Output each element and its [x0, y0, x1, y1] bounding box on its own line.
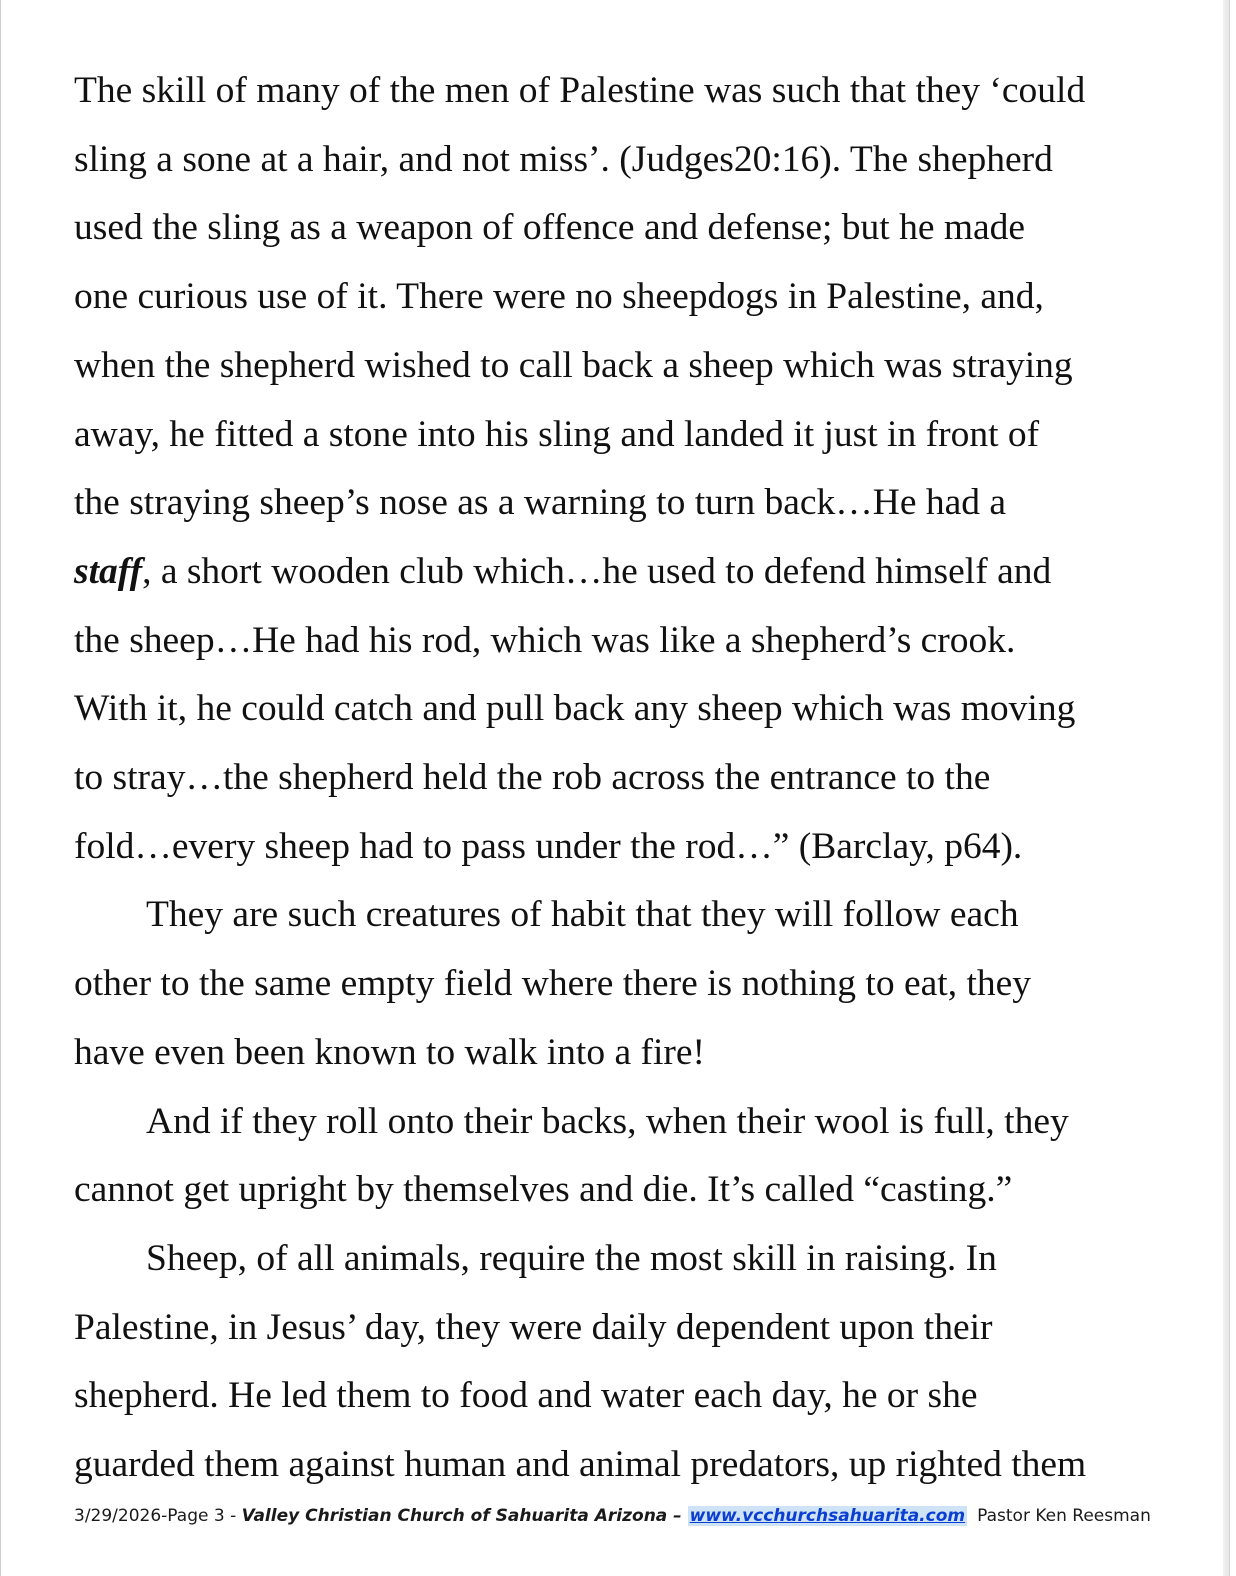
text-line: when the shepherd wished to call back a sheep which was straying — [74, 344, 1073, 386]
text-line: shepherd. He led them to food and water each day, he or she — [74, 1375, 978, 1417]
text-line: sling a sone at a hair, and not miss’. (Judges20:16). The shepherd — [74, 138, 1053, 180]
text-line: the straying sheep’s nose as a warning to turn back…He had a — [74, 482, 1007, 524]
text-line: used the sling as a weapon of offence and defense; but he made — [74, 207, 1026, 249]
text-line: fold…every sheep had to pass under the rod…” (Barclay, p64). — [74, 825, 1023, 867]
text-line: With it, he could catch and pull back any sheep which was moving — [74, 688, 1076, 730]
text-line-with-emphasis — [74, 538, 1164, 607]
text-line: They are such creatures of habit that they will follow each — [146, 894, 1019, 936]
text-line: away, he fitted a stone into his sling and landed it just in front of — [74, 413, 1040, 455]
footer-website-link[interactable]: www.vcchurchsahuarita.com — [689, 1506, 966, 1526]
page-footer — [74, 1503, 1164, 1529]
emphasis-staff: staff — [74, 550, 143, 592]
footer-church-name: Valley Christian Church of Sahuarita Arizona – — [241, 1506, 688, 1526]
text-line: other to the same empty field where there is nothing to eat, they — [74, 963, 1032, 1005]
text-line: cannot get upright by themselves and die. It’s called “casting.” — [74, 1169, 1013, 1211]
text-line: And if they roll onto their backs, when their wool is full, they — [146, 1100, 1069, 1142]
text-line: to stray…the shepherd held the rob across the entrance to the — [74, 757, 991, 799]
text-line: Sheep, of all animals, require the most skill in raising. In — [146, 1237, 997, 1279]
text-line: Palestine, in Jesus’ day, they were daily dependent upon their — [74, 1306, 993, 1348]
page-edge — [1223, 0, 1229, 1576]
footer-pastor: Pastor Ken Reesman — [977, 1506, 1151, 1526]
text-line: have even been known to walk into a fire! — [74, 1031, 706, 1073]
text-line: one curious use of it. There were no sheepdogs in Palestine, and, — [74, 276, 1044, 318]
text-line: The skill of many of the men of Palestine was such that they ‘could — [74, 70, 1086, 111]
text-fragment: , a short wooden club which…he used to defend himself and — [142, 550, 1052, 592]
text-line: guarded them against human and animal predators, up righted them — [74, 1444, 1087, 1486]
document-body — [74, 57, 1164, 1500]
footer-date-page: 3/29/2026-Page 3 - — [74, 1506, 242, 1526]
text-line: the sheep…He had his rod, which was like a shepherd’s crook. — [74, 619, 1016, 661]
